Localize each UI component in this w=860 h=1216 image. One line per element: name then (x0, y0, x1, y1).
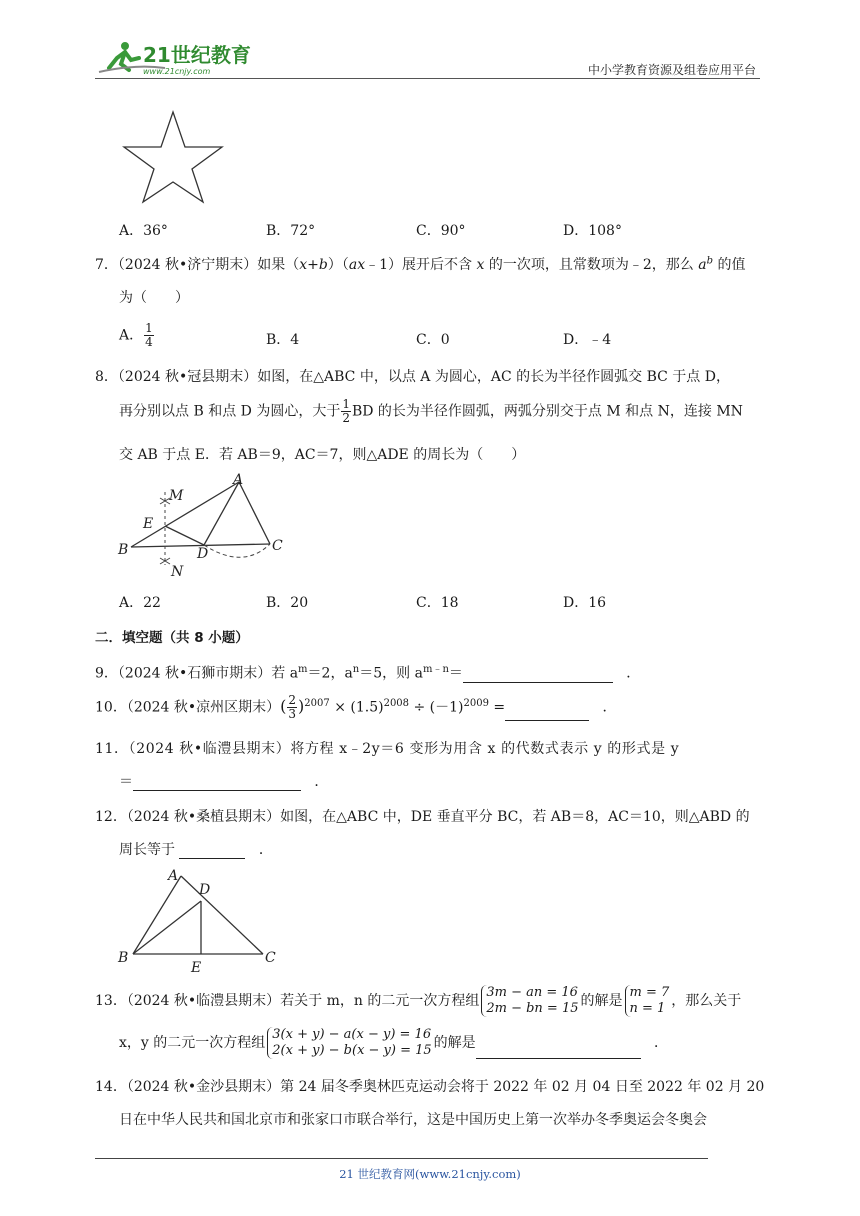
q7-option-c: C．0 (416, 332, 450, 348)
q12-label-d: D (199, 882, 211, 898)
q12-label-c: C (265, 950, 276, 966)
q8-label-b: B (118, 542, 129, 558)
q11-answer-blank[interactable] (133, 776, 301, 791)
q12-label-e: E (191, 960, 202, 976)
platform-name: 中小学教育资源及组卷应用平台 (587, 63, 756, 77)
q9-line: 9．（2024 秋•石狮市期末）若 $a^m=2$，$a^n=5$，则 $a^{m﹣n}=$ ． (95, 664, 641, 682)
q12-label-a: A (168, 868, 179, 884)
q8-label-m: M (169, 488, 184, 504)
q14-line2: 日在中华人民共和国北京市和张家口市联合举行，这是中国历史上第一次举办冬季奥运会冬奥会 (119, 1112, 707, 1128)
q8-label-n: N (171, 564, 184, 580)
q14-line1: 14．（2024 秋•金沙县期末）第 24 届冬季奥林匹克运动会将于 2022 年 02 月 04 日至 2022 年 02 月 20 (95, 1079, 765, 1095)
q6-option-b: B．72° (266, 223, 316, 239)
footer-divider (95, 1158, 708, 1159)
q12-label-b: B (118, 950, 129, 966)
svg-text:www.21cnjy.com: www.21cnjy.com (143, 67, 211, 76)
header-divider (95, 78, 760, 79)
site-logo (95, 38, 265, 80)
q8-option-a: A．22 (119, 595, 161, 611)
q8-line3: 交 AB 于点 E．若 AB＝9，AC＝7，则△ADE 的周长为（ ） (119, 447, 526, 463)
q10-answer-blank[interactable] (505, 706, 589, 721)
q7-option-b: B．4 (266, 332, 300, 348)
q6-option-c: C．90° (416, 223, 466, 239)
q13-system-1: 3m − an = 16 2m − bn = 15 (481, 985, 578, 1017)
q8-label-c: C (272, 538, 283, 554)
q8-line2: 再分别以点 B 和点 D 为圆心，大于 $\frac{1}{2}$ BD 的长为半径作圆弧，两弧分别交于点 M 和点 N，连接 MN (119, 397, 743, 425)
q8-label-e: E (143, 516, 154, 532)
q11-line1: 11．（2024 秋•临澧县期末）将方程 x﹣2y＝6 变形为用含 x 的代数式表示 y 的形式是 y (95, 741, 680, 757)
q8-option-b: B．20 (266, 595, 309, 611)
q7-line2: 为（ ） (119, 290, 189, 306)
footer-text: 21 世纪教育网(www.21cnjy.com) (339, 1167, 521, 1181)
q6-option-a: A．36° (119, 223, 168, 239)
q11-line2: ＝ ． (119, 774, 329, 790)
q6-option-d: D．108° (563, 223, 622, 239)
svg-text:21世纪教育: 21世纪教育 (143, 43, 251, 67)
q8-line1: 8．（2024 秋•冠县期末）如图，在△ABC 中，以点 A 为圆心，AC 的长为半径作圆弧交 BC 于点 D， (95, 369, 730, 385)
star-figure (118, 108, 228, 204)
q9-answer-blank[interactable] (463, 668, 613, 683)
q7-option-d: D．﹣4 (563, 332, 612, 348)
q12-line1: 12．（2024 秋•桑植县期末）如图，在△ABC 中，DE 垂直平分 BC，若 AB＝8，AC＝10，则△ABD 的 (95, 809, 750, 825)
q8-triangle-figure (113, 470, 293, 582)
q7-option-a: A． $\frac{1}{4}$ (119, 321, 153, 349)
section-fill-in-heading: 二．填空题（共 8 小题） (95, 630, 249, 646)
q12-triangle-figure (113, 864, 283, 976)
q7-line1: 7．（2024 秋•济宁期末）如果（x+b）（ax﹣1）展开后不含 x 的一次项，且常数项为﹣2，那么 $a^b$ 的值 (95, 255, 746, 273)
q10-line: 10．（2024 秋•凉州区期末）( $\frac{2}{3}$ )$^{2007} \times (1.5)^{2008} \div (-1)^{2009}$ = ． (95, 693, 617, 721)
q13-solution-system: m = 7 n = 1 (625, 985, 670, 1017)
q8-label-d: D (197, 546, 209, 562)
q8-option-d: D．16 (563, 595, 607, 611)
q12-line2: 周长等于 ． (119, 842, 273, 858)
runner-logo-icon (95, 38, 265, 80)
q13-line2: x，y 的二元一次方程组3(x + y) − a(x − y) = 16 2(x + y) − b(x − y) = 15 的解是 ． (119, 1027, 669, 1058)
q12-answer-blank[interactable] (179, 844, 245, 859)
q13-system-2: 3(x + y) − a(x − y) = 16 2(x + y) − b(x − y) = 15 (267, 1027, 431, 1059)
q13-answer-blank[interactable] (476, 1044, 641, 1059)
q8-label-a: A (233, 472, 244, 488)
q8-option-c: C．18 (416, 595, 459, 611)
q13-line1: 13．（2024 秋•临澧县期末）若关于 m，n 的二元一次方程组3m − an = 16 2m − bn = 15 的解是m = 7 n = 1 ，那么关于 (95, 985, 742, 1016)
